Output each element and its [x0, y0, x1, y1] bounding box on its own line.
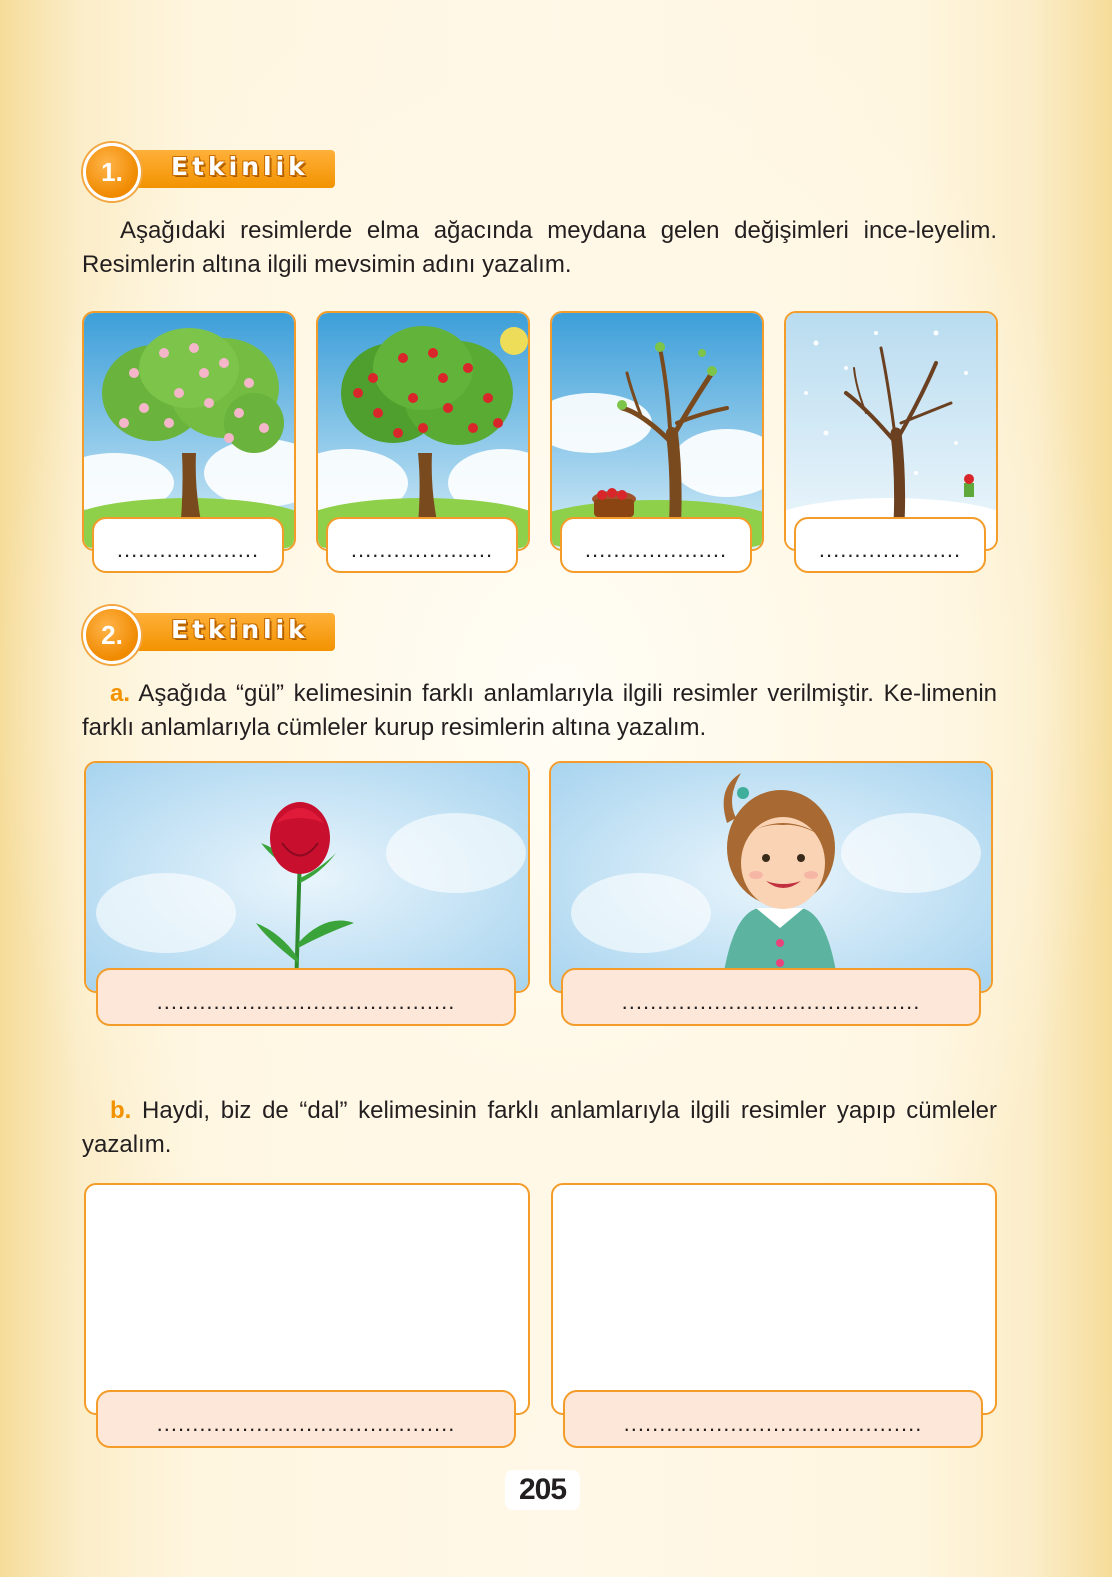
answer-field-drawing-left[interactable]: .......................................... — [96, 1390, 516, 1448]
instruction-text: Aşağıdaki resimlerde elma ağacında meydana gelen değişimleri ince-leyelim. Resimlerin altına ilgili mevsimin adını yazalım. — [82, 217, 997, 278]
answer-field-2[interactable]: .................... — [326, 517, 518, 573]
part-letter: b. — [110, 1097, 132, 1124]
activity-number: 1. — [83, 143, 141, 201]
winter-tree-illustration — [786, 313, 996, 549]
activity-2b-instructions — [82, 1094, 997, 1162]
answer-field-3[interactable]: .................... — [560, 517, 752, 573]
answer-field-1[interactable]: .................... — [92, 517, 284, 573]
blossoming-tree-illustration — [84, 313, 294, 549]
tree-picture-snow — [784, 311, 998, 551]
tree-picture-blossom — [82, 311, 296, 551]
activity-number: 2. — [83, 606, 141, 664]
autumn-tree-illustration — [552, 313, 762, 549]
activity-1-instructions — [82, 214, 997, 282]
rose-illustration — [86, 763, 528, 991]
instruction-text: Haydi, biz de “dal” kelimesinin farklı anlamlarıyla ilgili resimler yapıp cümleler yazalım. — [82, 1097, 998, 1158]
page-number: 205 — [505, 1470, 580, 1510]
activity-1-header — [83, 140, 343, 200]
instruction-text: Aşağıda “gül” kelimesinin farklı anlamlarıyla ilgili resimler verilmiştir. Ke-limenin farklı anlamlarıyla cümleler kurup resimlerin altına yazalım. — [82, 680, 997, 741]
apple-tree-illustration — [318, 313, 528, 549]
drawing-area-left[interactable] — [84, 1183, 530, 1415]
activity-label: Etkinlik — [171, 152, 309, 181]
answer-field-4[interactable]: .................... — [794, 517, 986, 573]
answer-field-girl[interactable]: .......................................... — [561, 968, 981, 1026]
activity-label: Etkinlik — [171, 615, 309, 644]
answer-field-rose[interactable]: .......................................... — [96, 968, 516, 1026]
girl-picture-frame — [549, 761, 993, 993]
answer-field-drawing-right[interactable]: .......................................... — [563, 1390, 983, 1448]
drawing-area-right[interactable] — [551, 1183, 997, 1415]
tree-picture-apples — [316, 311, 530, 551]
activity-2-header — [83, 603, 343, 663]
activity-2a-instructions — [82, 677, 997, 745]
part-letter: a. — [110, 680, 131, 707]
smiling-girl-illustration — [551, 763, 991, 991]
rose-picture-frame — [84, 761, 530, 993]
tree-picture-bare-basket — [550, 311, 764, 551]
